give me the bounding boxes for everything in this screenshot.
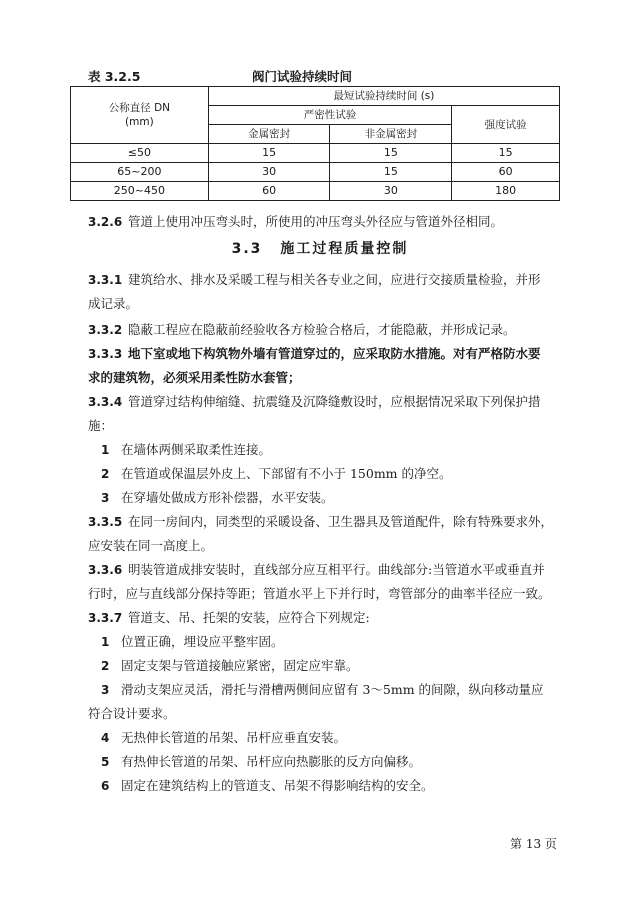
header-tightness: 严密性试验	[208, 106, 451, 125]
cell-metal: 30	[208, 163, 330, 182]
header-duration: 最短试验持续时间 (s)	[208, 87, 559, 106]
list-item: 2 固定支架与管道接触应紧密，固定应牢靠。	[101, 658, 359, 673]
table-caption	[88, 67, 558, 85]
clause-text: 建筑给水、排水及采暖工程与相关各专业之间，应进行交接质量检验，并形	[128, 272, 541, 287]
table-row	[71, 163, 560, 182]
cell-nonmetal: 30	[330, 182, 452, 201]
clause-3-3-7	[88, 606, 578, 798]
table-row	[71, 144, 560, 163]
cell-strength: 15	[452, 144, 560, 163]
header-strength: 强度试验	[452, 106, 560, 144]
header-dn-unit: (mm)	[125, 116, 154, 128]
list-item: 2 在管道或保温层外皮上、下部留有不小于 150mm 的净空。	[101, 466, 452, 481]
cell-strength: 180	[452, 182, 560, 201]
clause-text: 管道上使用冲压弯头时，所使用的冲压弯头外径应与管道外径相同。	[128, 214, 504, 229]
clause-3-3-4	[88, 390, 578, 510]
clause-3-2-6	[88, 210, 578, 234]
cell-dn: 250~450	[71, 182, 209, 201]
section-number: 3.3	[231, 241, 263, 257]
clause-3-3-6	[88, 558, 578, 606]
clause-text-cont: 成记录。	[88, 296, 139, 311]
clause-3-3-2	[88, 318, 578, 342]
cell-dn: ≤50	[71, 144, 209, 163]
list-item: 5 有热伸长管道的吊架、吊杆应向热膨胀的反方向偏移。	[101, 754, 422, 769]
clause-text: 隐蔽工程应在隐蔽前经验收各方检验合格后，才能隐蔽，并形成记录。	[128, 322, 516, 337]
clause-number: 3.3.5	[88, 515, 123, 529]
cell-dn: 65~200	[71, 163, 209, 182]
clause-number: 3.3.7	[88, 611, 123, 625]
table-number: 表 3.2.5	[88, 69, 141, 84]
list-item: 1 在墙体两侧采取柔性连接。	[101, 442, 272, 457]
clause-3-3-3	[88, 342, 578, 390]
clause-text: 在同一房间内，同类型的采暖设备、卫生器具及管道配件，除有特殊要求外，	[128, 514, 554, 529]
list-item: 1 位置正确，埋设应平整牢固。	[101, 634, 284, 649]
header-metal: 金属密封	[208, 125, 330, 144]
clause-text-cont: 行时，应与直线部分保持等距；管道水平上下并行时，弯管部分的曲率半径应一致。	[88, 586, 551, 601]
clause-text-cont: 施：	[88, 418, 114, 433]
clause-text: 明装管道成排安装时，直线部分应互相平行。曲线部分:当管道水平或垂直并	[128, 562, 545, 577]
list-item: 4 无热伸长管道的吊架、吊杆应垂直安装。	[101, 730, 347, 745]
clause-text: 管道支、吊、托架的安装，应符合下列规定:	[128, 610, 370, 625]
cell-nonmetal: 15	[330, 163, 452, 182]
clause-text-cont: 应安装在同一高度上。	[88, 538, 214, 553]
cell-nonmetal: 15	[330, 144, 452, 163]
clause-text-cont: 求的建筑物，必须采用柔性防水套管；	[88, 370, 301, 385]
table-row	[71, 182, 560, 201]
valve-test-table	[70, 86, 560, 201]
clause-3-3-5	[88, 510, 578, 558]
header-nonmetal: 非金属密封	[330, 125, 452, 144]
clause-number: 3.2.6	[88, 215, 123, 229]
clause-number: 3.3.3	[88, 347, 123, 361]
clause-text: 管道穿过结构伸缩缝、抗震缝及沉降缝敷设时，应根据情况采取下列保护措	[128, 394, 541, 409]
header-dn-label: 公称直径 DN	[108, 102, 171, 114]
clause-number: 3.3.4	[88, 395, 123, 409]
list-item-cont: 符合设计要求。	[88, 706, 176, 721]
table-title: 阀门试验持续时间	[252, 69, 353, 84]
clause-3-3-1	[88, 268, 578, 316]
cell-metal: 60	[208, 182, 330, 201]
clause-number: 3.3.1	[88, 273, 123, 287]
section-heading	[0, 238, 640, 258]
list-item: 6 固定在建筑结构上的管道支、吊架不得影响结构的安全。	[101, 778, 434, 793]
clause-number: 3.3.2	[88, 323, 123, 337]
cell-strength: 60	[452, 163, 560, 182]
page-number: 第 13 页	[510, 837, 557, 851]
header-dn	[71, 87, 209, 144]
section-title: 施工过程质量控制	[280, 241, 409, 257]
cell-metal: 15	[208, 144, 330, 163]
list-item: 3 在穿墙处做成方形补偿器，水平安装。	[101, 490, 334, 505]
list-item: 3 滑动支架应灵活，滑托与滑槽两侧间应留有 3～5mm 的间隙，纵向移动量应	[101, 682, 544, 697]
clause-text: 地下室或地下构筑物外墙有管道穿过的，应采取防水措施。对有严格防水要	[128, 346, 541, 361]
clause-number: 3.3.6	[88, 563, 123, 577]
